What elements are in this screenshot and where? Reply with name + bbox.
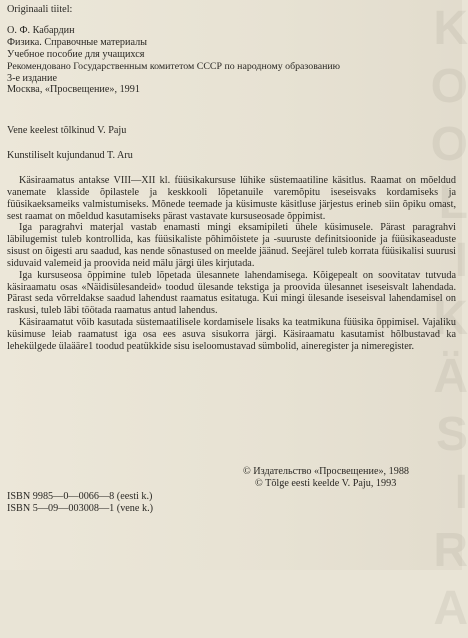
- preface-text: [7, 175, 456, 353]
- textbook-line: Учебное пособие для учащихся: [7, 48, 145, 60]
- preface-paragraph-4: Käsiraamatut võib kasutada süstemaatilisele kordamisele lisaks ka teatmikuna füüsika õppimisel. Vajaliku küsimuse leiab raamatust iga osa ees asuva sisukorra järgi. Käsiraamatu kasutamist hõlbustavad ka lehekülgede ülaääre1 toodud peatükkide sisu iseloomustavad sümbolid, aineregister ja nimeregister.: [7, 317, 456, 352]
- art-note: Kunstiliselt kujundanud T. Aru: [7, 150, 133, 161]
- show-through-text: K O O L I K Ä S I R A: [430, 2, 468, 635]
- copyright-translation: © Tõlge eesti keelde V. Paju, 1993: [255, 478, 397, 489]
- edition-line: 3-е издание: [7, 72, 57, 84]
- preface-paragraph-2: Iga paragrahvi materjal vastab enamasti mingi eksamipileti ühele küsimusele. Pärast paragrahvi läbilugemist tuleb kontrollida, kas füüsikaliste põhimõistete ja -suuruste definitsioonide ja füüsikaseaduste sisust on õigesti aru saadud, kas nende sõnastused on meelde jäänud. Seejärel tuleb korrata füüsikalisi suurusi siduvaid valemeid ja proovida neid mälu järgi üles kirjutada.: [7, 222, 456, 269]
- isbn-estonian: ISBN 9985—0—0066—8 (eesti k.): [7, 491, 153, 502]
- original-title-heading: Originaali tiitel:: [7, 4, 73, 15]
- preface-paragraph-3: Iga kursuseosa õppimine tuleb lõpetada ülesannete lahendamisega. Kõigepealt on soovitatav tutvuda käsiraamatu osas «Näidisülesandeid» toodud ülesande tekstiga ja proovida ülesannet iseseisvalt lahendada. Pärast seda võrreldakse saadud lahendust raamatus esitatuga. Kui mingi ülesande iseseisval lahendamisel on raskusi, tuleb läbi töötada raamatus antud lahendus.: [7, 269, 456, 317]
- publisher-line: Москва, «Просвещение», 1991: [7, 84, 140, 96]
- author-line: О. Ф. Кабардин: [7, 24, 75, 36]
- recommendation-line: Рекомендовано Государственным комитетом СССР по народному образованию: [7, 60, 341, 72]
- isbn-russian: ISBN 5—09—003008—1 (vene k.): [7, 503, 154, 514]
- preface-paragraph-1: Käsiraamatus antakse VIII—XII kl. füüsikakursuse lühike süstemaatiline käsitlus. Raamat on mõeldud vanemate klasside õpilastele ja keskkooli lõpetanuile varemõpitu iseseisvaks kordamiseks ja füüsikaeksameiks valmistumiseks. Mõnede teemade ja küsimuste käsitluse järjestus erineb siin õpiku omast, sest raamat on mõeldud kasutamiseks pärast vastavate kursuseosade õppimist.: [7, 175, 456, 222]
- translation-note: Vene keelest tõlkinud V. Paju: [7, 125, 127, 136]
- copyright-publisher: © Издательство «Просвещение», 1988: [243, 466, 410, 477]
- original-title-block: [7, 4, 458, 96]
- russian-title-line: Физика. Справочные материалы: [7, 36, 148, 48]
